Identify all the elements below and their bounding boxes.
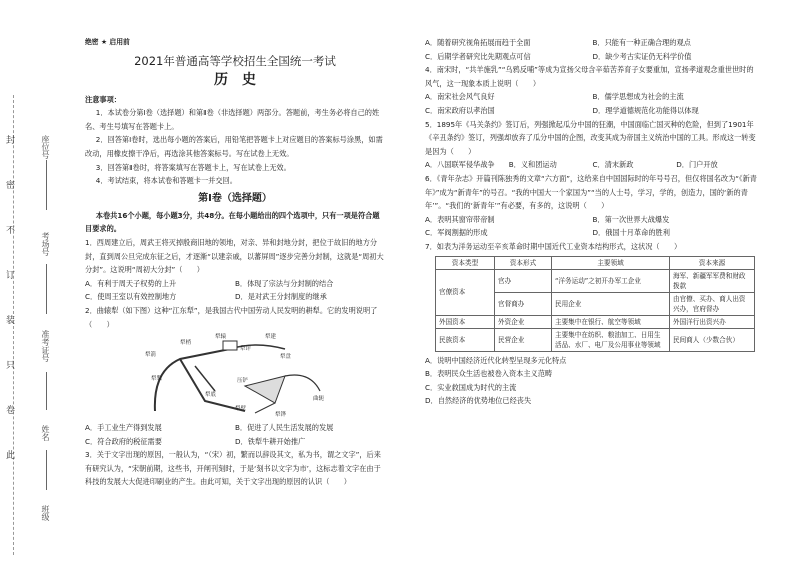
secret-label: 绝密 ★ 启用前 [85,38,130,46]
field-candidate-number: 准考证号 [41,330,50,362]
table-row [436,328,755,351]
figure-label: 犁箭 [145,352,157,359]
seal-char: 不 [6,226,16,236]
option: D．自然经济的优势地位已经丧失 [425,396,532,406]
table-cell: 主要集中在纺织、粮油加工、日用生活品、水厂、电厂及公用事业等领域 [552,328,670,351]
figure-label: 犁槃 [151,376,163,383]
option: C．南宋政府以孝治国 [425,105,495,115]
table-cell: 民营企业 [495,328,552,351]
figure-label: 犁梢 [180,340,192,347]
exam-title: 2021年普通高等学校招生全国统一考试 [134,53,336,68]
section-title: 第Ⅰ卷（选择题） [198,192,272,204]
option: D．铁犁牛耕开始推广 [235,436,306,446]
table-cell: 由官僚、买办、商人出资兴办，官府督办 [670,292,755,315]
table-cell: “洋务运动”之初开办军工企业 [552,269,670,292]
option: D．俄国十月革命的胜利 [592,228,670,238]
option: C．实业救国成为时代的主流 [425,382,517,392]
field-line [46,372,47,410]
note-item: 3．回答第Ⅱ卷时，将答案填写在答题卡上，写在试卷上无效。 [95,162,291,172]
field-seat-number: 座位号 [41,135,50,159]
option: C．符合政府的税征需要 [85,436,162,446]
seal-char: 此 [6,451,16,461]
option: A．说明中国经济近代化转型呈现多元化特点 [425,355,567,365]
note-item: 1．本试卷分第Ⅰ卷（选择题）和第Ⅱ卷（非选择题）两部分。答题前，考生务必将自己的姓名、考生号填写在答题卡上。 [85,108,380,131]
figure-label: 犁底 [205,392,217,399]
option: A．南宋社会风气良好 [425,92,495,102]
question-3-stem: 3．关于文字出现的原因，一般认为，“（宋）初，繁而以辞设其文，私为书，谓之文字”，后来有研究认为，“宋朝前期，这些书，开闸刊刻时，于是‘刻书以文字为市’，这标志着文字在由于科技的发展大大促进印刷业的产生。由此可知，关于文字出现的原因的认识（ ） [85,450,381,487]
plough-figure [85,331,385,421]
table-header: 资本形式 [495,256,552,269]
left-column [85,36,385,489]
right-column [425,36,760,408]
option: A．随着研究视角拓展而趋于全面 [425,38,531,47]
seal-char: 装 [6,316,16,326]
notes-heading: 注意事项： [85,94,121,104]
note-item: 4．考试结束，将本试卷和答题卡一并交回。 [95,176,237,186]
figure-label: 曲轭 [313,396,325,403]
option: D．是对武王分封制度的继承 [235,292,327,302]
option: C．军阀割据的形成 [425,228,488,238]
seal-char: 只 [6,361,16,371]
table-cell: 官僚资本 [436,269,495,315]
table-cell: 外国洋行出资兴办 [670,315,755,328]
question-6-stem: 6．《青年杂志》开篇刊陈独秀的文章“六方面”，这给来自中国国际时的年号号召，但仅将国名改为“《新青年》”成为“新青年”的号召。“我的中国大一个家国为”“当的人士号，学习，学的，创造力，国的‘新的青年’”。“我们的‘新青年’”有必要，有多的，这说明（ ） [425,173,757,211]
subject-title: 历 史 [214,71,256,88]
table-cell: 官督商办 [495,292,552,315]
table-header: 资本来源 [670,256,755,269]
option: D．缺少考古实证仍无科学价值 [592,51,692,61]
option: B．只能有一种正确合理的观点 [592,38,691,47]
table-cell: 官办 [495,269,552,292]
figure-label: 犁建 [265,334,277,341]
capital-structure-table [435,256,755,352]
question-5-stem: 5．1895年《马关条约》签订后，列强掀起瓜分中国的狂潮，中国面临亡国灭种的危险，但到了1901年《辛丑条约》签订，列强却放弃了瓜分中国的企图，改变其成为帝国主义统治中国的工具。形成这一转变是因为（ ） [425,119,756,156]
option: A．表明其窗帘带帝制 [425,214,495,224]
question-2-options [85,421,385,448]
question-1-stem: 1．西周建立后，周武王将灭掉殷商旧地的领地，对亲、异和封地分封，把位于故旧的地方分封，直到周公旦完成东征之后，才逐渐“以建亲戚，以蕃屏周”逐步完善分封制，这就是“周初大分封”。这说明“周初大分封”（ ） [85,237,384,275]
field-exam-room: 考场号 [41,232,50,256]
option: C．清末新政 [592,160,634,170]
figure-label: 犁壁 [235,406,247,413]
table-row [436,315,755,328]
seal-char: 密 [6,181,16,191]
figure-label: 犁评 [240,346,252,353]
table-row [436,269,755,292]
question-3-options [425,36,760,63]
option: B．表明民众生活也被卷入资本主义范畴 [425,369,553,379]
option: A．手工业生产得到发展 [85,423,162,433]
table-cell: 外国资本 [436,315,495,328]
question-7-stem: 7．如表为洋务运动至辛亥革命时期中国近代工业资本结构形式，这状况（ ） [425,241,682,251]
option: B．第一次世界大战爆发 [592,214,670,224]
table-cell: 民族资本 [436,328,495,351]
question-4-options [425,90,760,117]
table-header-row [436,256,755,269]
table-header: 资本类型 [436,256,495,269]
option: A．有利于周天子权势的上升 [85,278,177,288]
seal-char: 订 [6,271,16,281]
option: B．体现了宗法与分封制的结合 [235,278,334,288]
field-class: 班级 [41,505,50,521]
question-2-stem: 2．曲辕犁（如下图）这种“江东犁”，是我国古代中国劳动人民发明的耕犁。它的发明说明了（ ） [85,305,378,329]
question-1-options [85,277,385,304]
table-header: 主要领域 [552,256,670,269]
option: C．使周王室以有效控制地方 [85,292,177,302]
figure-label: 压铲 [237,378,249,385]
table-cell: 民用企业 [552,292,670,315]
option: D．理学道德规范化功能得以体现 [592,105,699,115]
section-intro: 本卷共16个小题，每小题3分，共48分。在每小题给出的四个选项中，只有一项是符合题目要求的。 [85,210,380,234]
figure-label: 犁铧 [275,412,287,419]
question-4-stem: 4．南宋时，“共羊施乳”“乌鸦反哺”等成为宣扬父母含辛茹苦养育子女要重加，宣扬孝道观念重世世时的风气，这一现象本质上说明（ ） [425,65,754,88]
option: B．促进了人民生活发展的发展 [235,423,334,433]
question-5-options [425,158,760,172]
field-line [46,264,47,314]
field-line [46,160,47,210]
option: A．八国联军侵华战争 [425,160,495,170]
table-cell: 主要集中在银行、航空等领域 [552,315,670,328]
figure-label: 犁盘 [280,354,292,361]
option: C．后期学者研究比先期观点可信 [425,51,531,61]
seal-char: 封 [6,136,16,146]
table-cell: 外资企业 [495,315,552,328]
table-cell: 海军、新疆军军费和财政拨款 [670,269,755,292]
figure-label: 犁辕 [215,334,227,341]
table-cell: 民间商人（少数合伙） [670,328,755,351]
option: D．门户开放 [676,160,718,170]
field-name: 姓名 [41,425,50,441]
option: B．义和团运动 [508,160,557,170]
note-item: 2．回答第Ⅰ卷时，选出每小题的答案后，用铅笔把答题卡上对应题目的答案标号涂黑，如需改动，用橡皮擦干净后，再选涂其他答案标号。写在试卷上无效。 [85,135,383,158]
option: B．儒学思想成为社会的主流 [592,92,684,102]
seal-char: 卷 [6,406,16,416]
question-6-options [425,213,760,240]
field-line [46,450,47,490]
